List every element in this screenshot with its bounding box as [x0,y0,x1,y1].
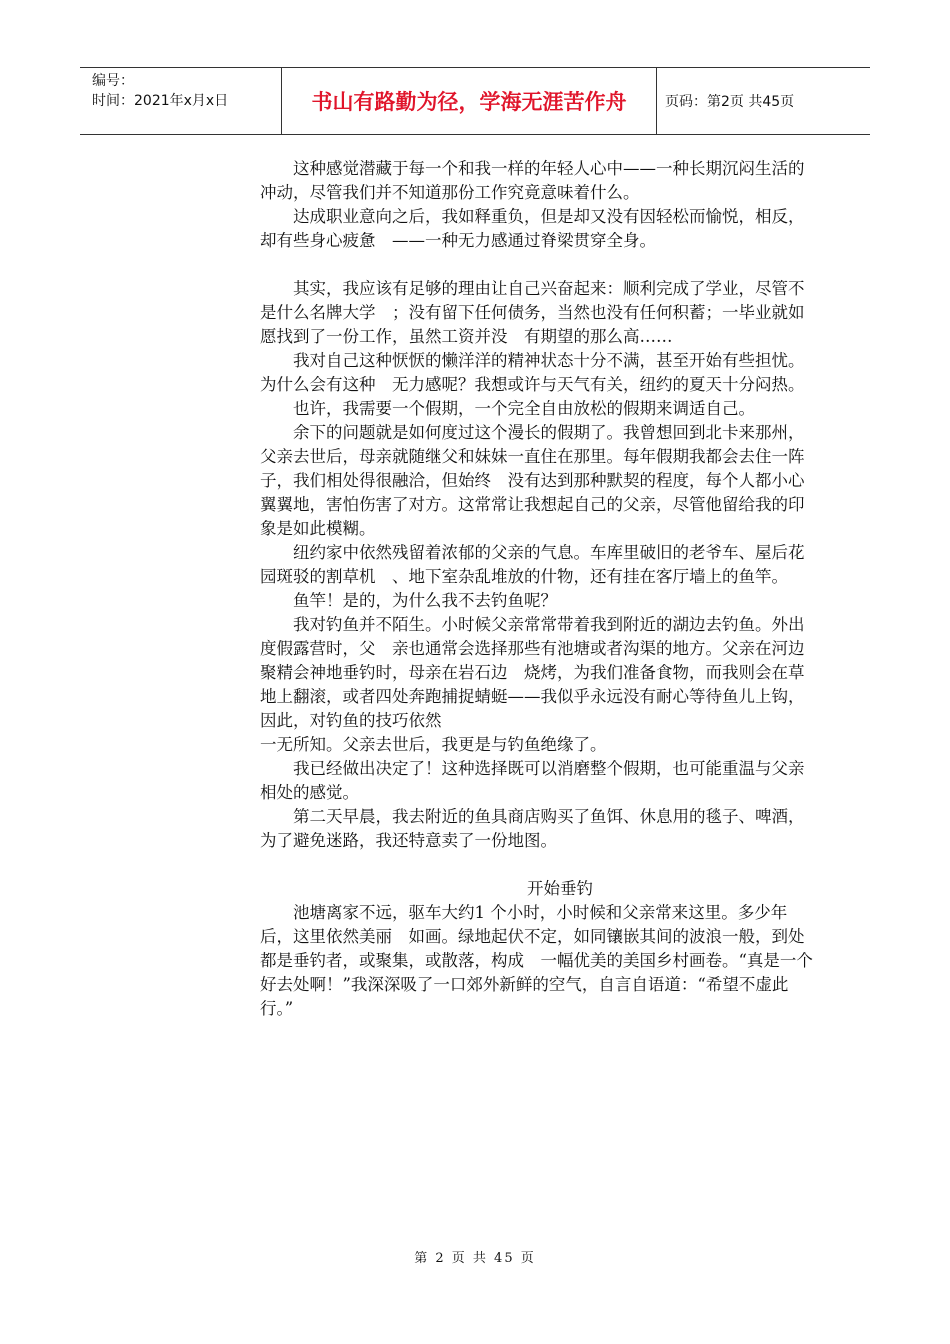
paragraph: 其实，我应该有足够的理由让自己兴奋起来：顺利完成了学业，尽管不是什么名牌大学 ；没有留下任何债务，当然也没有任何积蓄；一毕业就如愿找到了一份工作，虽然工资并没 有期望的那么高…… [260,279,805,346]
section-heading: 开始垂钓 [527,879,593,898]
blank-line [260,253,820,277]
document-date: 时间：2021年x月x日 [92,93,229,109]
page-footer: 第 2 页 共 45 页 [414,1251,536,1266]
paragraph: 这种感觉潜藏于每一个和我一样的年轻人心中——一种长期沉闷生活的冲动，尽管我们并不知道那份工作究竟意味着什么。 [260,159,805,202]
paragraph: 一无所知。父亲去世后，我更是与钓鱼绝缘了。 [260,735,607,754]
paragraph: 也许，我需要一个假期，一个完全自由放松的假期来调适自己。 [293,399,755,418]
paragraph: 余下的问题就是如何度过这个漫长的假期了。我曾想回到北卡来那州，父亲去世后，母亲就随继父和妹妹一直住在那里。每年假期我都会去住一阵子，我们相处得很融洽，但始终 没有达到那种默契的程度，每个人都小心翼翼地，害怕伤害了对方。这常常让我想起自己的父亲，尽管他留给我的印象是如此模糊。 [260,423,805,538]
page-header [80,67,870,135]
document-body [260,157,820,1021]
paragraph: 池塘离家不远，驱车大约1 个小时，小时候和父亲常来这里。多少年后，这里依然美丽 如画。绿地起伏不定，如同镶嵌其间的波浪一般，到处都是垂钓者，或聚集，或散落，构成 一幅优美的美国乡村画卷。“真是一个好去处啊！”我深深吸了一口郊外新鲜的空气，自言自语道：“希望不虚此行。” [260,903,813,1018]
paragraph: 鱼竿！是的，为什么我不去钓鱼呢？ [293,591,557,610]
paragraph: 第二天早晨，我去附近的鱼具商店购买了鱼饵、休息用的毯子、啤酒，为了避免迷路，我还特意卖了一份地图。 [260,807,805,850]
paragraph: 我对钓鱼并不陌生。小时候父亲常常带着我到附近的湖边去钓鱼。外出度假露营时，父 亲也通常会选择那些有池塘或者沟渠的地方。父亲在河边聚精会神地垂钓时，母亲在岩石边 烧烤，为我们准备食物，而我则会在草地上翻滚，或者四处奔跑捕捉蜻蜓——我似乎永远没有耐心等待鱼儿上钩，因此，对钓鱼的技巧依然 [260,615,805,730]
document-number: 编号： [92,73,134,89]
header-motto: 书山有路勤为径，学海无涯苦作舟 [282,68,657,134]
header-meta [80,68,282,134]
paragraph: 我对自己这种恹恹的懒洋洋的精神状态十分不满，甚至开始有些担忧。为什么会有这种 无力感呢？我想或许与天气有关，纽约的夏天十分闷热。 [260,351,805,394]
paragraph: 我已经做出决定了！这种选择既可以消磨整个假期，也可能重温与父亲相处的感觉。 [260,759,805,802]
blank-line [260,853,820,877]
paragraph: 纽约家中依然残留着浓郁的父亲的气息。车库里破旧的老爷车、屋后花园斑驳的割草机 、地下室杂乱堆放的什物，还有挂在客厅墙上的鱼竿。 [260,543,805,586]
header-page-info: 页码：第2页 共45页 [665,94,795,110]
paragraph: 达成职业意向之后，我如释重负，但是却又没有因轻松而愉悦，相反，却有些身心疲惫 ——一种无力感通过脊梁贯穿全身。 [260,207,805,250]
